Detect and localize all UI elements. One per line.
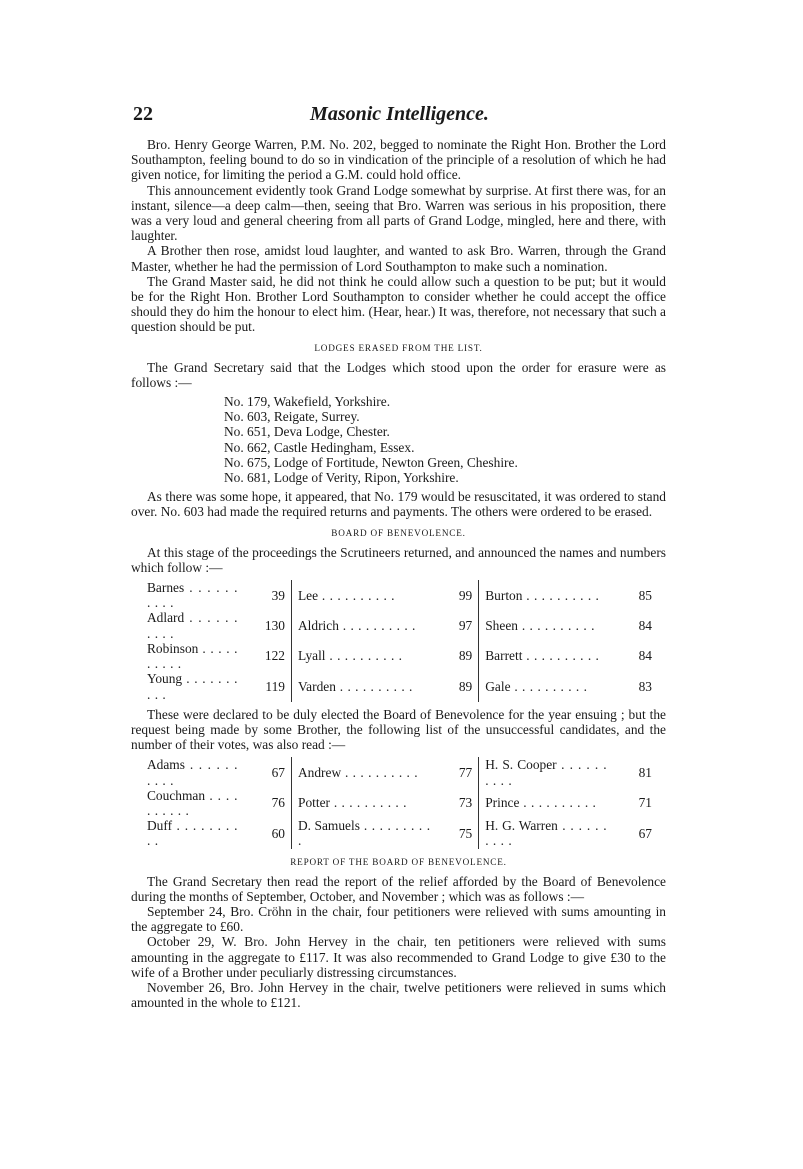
vote-count: 99 [458,587,473,603]
candidate-name: Barrett . . . [479,641,607,671]
paragraph: November 26, Bro. John Hervey in the chair, twelve petitioners were relieved in sums which amounted in the whole to £121. [131,979,666,1011]
article-body [131,137,666,1010]
candidate-name: Sheen . . . [479,610,607,640]
candidate-name: Lyall . . . [292,641,431,671]
vote-count: 39 [271,587,285,603]
vote-count: 83 [638,678,652,694]
vote-count: 89 [458,648,473,664]
page-number: 22 [133,103,153,125]
candidate-name: Varden . . . [292,671,431,701]
table-row [131,788,666,818]
vote-count: 119 [265,678,285,694]
vote-count: 85 [638,587,652,603]
unsuccessful-votes-table [131,757,666,848]
candidate-name: Couchman . . . [131,788,238,818]
candidate-name: Burton . . . [479,580,607,610]
candidate-name: Aldrich . . . [292,610,431,640]
paragraph: A Brother then rose, amidst loud laughter, and wanted to ask Bro. Warren, through the Grand Master, whether he had the permission of Lord Southampton to make such a nomination. [131,243,666,274]
vote-count: 84 [638,618,652,634]
section-heading-report: REPORT OF THE BOARD OF BENEVOLENCE. [290,856,507,867]
paragraph: Bro. Henry George Warren, P.M. No. 202, begged to nominate the Right Hon. Brother the Lord Southampton, feeling bound to do so in vindication of the principle of a resolution of which he had given notice, for limiting the period a G.M. could hold office. [131,137,666,183]
paragraph: The Grand Master said, he did not think he could allow such a question to be put; but it would be for the Right Hon. Brother Lord Southampton to consider whether he could accept the office should they do him the honour to elect him. (Hear, hear.) It was, therefore, not necessary that such a question should be put. [131,273,666,335]
paragraph: As there was some hope, it appeared, that No. 179 would be resuscitated, it was ordered to stand over. No. 603 had made the required returns and payments. The others were ordered to be erased. [131,489,666,520]
candidate-name: Adlard . . . [131,610,238,640]
vote-count: 122 [264,648,285,664]
vote-count: 77 [458,764,473,780]
vote-count: 97 [458,618,473,634]
candidate-name: Young . . . [131,671,238,701]
running-head: Masonic Intelligence. [310,103,489,125]
lodge-list [224,394,666,485]
candidate-name: Andrew . . . [292,757,431,787]
candidate-name: H. S. Cooper . . . [479,757,607,787]
list-item: No. 651, Deva Lodge, Chester. [224,424,390,440]
vote-count: 84 [638,648,652,664]
paragraph: The Grand Secretary said that the Lodges which stood upon the order for erasure were as follows :— [131,359,666,390]
candidate-name: Adams . . . [131,757,238,787]
vote-count: 89 [458,678,473,694]
vote-count: 67 [271,764,285,780]
candidate-name: D. Samuels . . . [292,818,431,848]
candidate-name: Prince . . . [479,788,607,818]
paragraph: These were declared to be duly elected the Board of Benevolence for the year ensuing ; but the request being made by some Brother, the following list of the unsuccessful candidates, and the number of their votes, was also read :— [131,706,666,753]
page-header [133,103,666,133]
vote-count: 67 [638,825,652,841]
table-row [131,818,666,848]
vote-count: 81 [638,764,652,780]
table-row [131,671,666,701]
list-item: No. 662, Castle Hedingham, Essex. [224,439,415,455]
vote-count: 75 [458,825,473,841]
paragraph: The Grand Secretary then read the report of the relief afforded by the Board of Benevolence during the months of September, October, and November ; which was as follows :— [131,873,666,904]
elected-votes-table [131,580,666,702]
list-item: No. 675, Lodge of Fortitude, Newton Green, Cheshire. [224,454,518,470]
candidate-name: H. G. Warren . . . [479,818,607,848]
list-item: No. 681, Lodge of Verity, Ripon, Yorkshire. [224,470,459,486]
paragraph: October 29, W. Bro. John Hervey in the chair, ten petitioners were relieved with sums amounting in the aggregate to £117. It was also recommended to Grand Lodge to give £30 to the wife of a Brother under peculiarly distressing circumstances. [131,934,666,980]
vote-count: 60 [271,825,285,841]
paragraph: September 24, Bro. Cröhn in the chair, four petitioners were relieved with sums amounting in the aggregate to £60. [131,903,666,935]
table-row [131,641,666,671]
list-item: No. 179, Wakefield, Yorkshire. [224,394,391,410]
candidate-name: Potter . . . [292,788,431,818]
table-row [131,580,666,610]
candidate-name: Duff . . . [131,818,238,848]
candidate-name: Gale . . . [479,671,607,701]
paragraph: This announcement evidently took Grand Lodge somewhat by surprise. At first there was, for an instant, silence—a deep calm—then, seeing that Bro. Warren was serious in his proposition, there was a very loud and general cheering from all parts of Grand Lodge, mingled, here and there, with laughter. [131,182,666,244]
list-item: No. 603, Reigate, Surrey. [224,409,360,425]
section-heading-board-of-benevolence: BOARD OF BENEVOLENCE. [331,527,466,538]
vote-count: 71 [638,795,652,811]
vote-count: 73 [458,795,473,811]
vote-count: 130 [264,618,285,634]
table-row [131,757,666,787]
candidate-name: Robinson . . . [131,641,238,671]
paragraph: At this stage of the proceedings the Scrutineers returned, and announced the names and numbers which follow :— [131,544,666,575]
candidate-name: Lee . . . [292,580,431,610]
table-row [131,610,666,640]
candidate-name: Barnes . . . [131,580,238,610]
vote-count: 76 [271,795,285,811]
section-heading-lodges-erased: LODGES ERASED FROM THE LIST. [314,342,483,353]
